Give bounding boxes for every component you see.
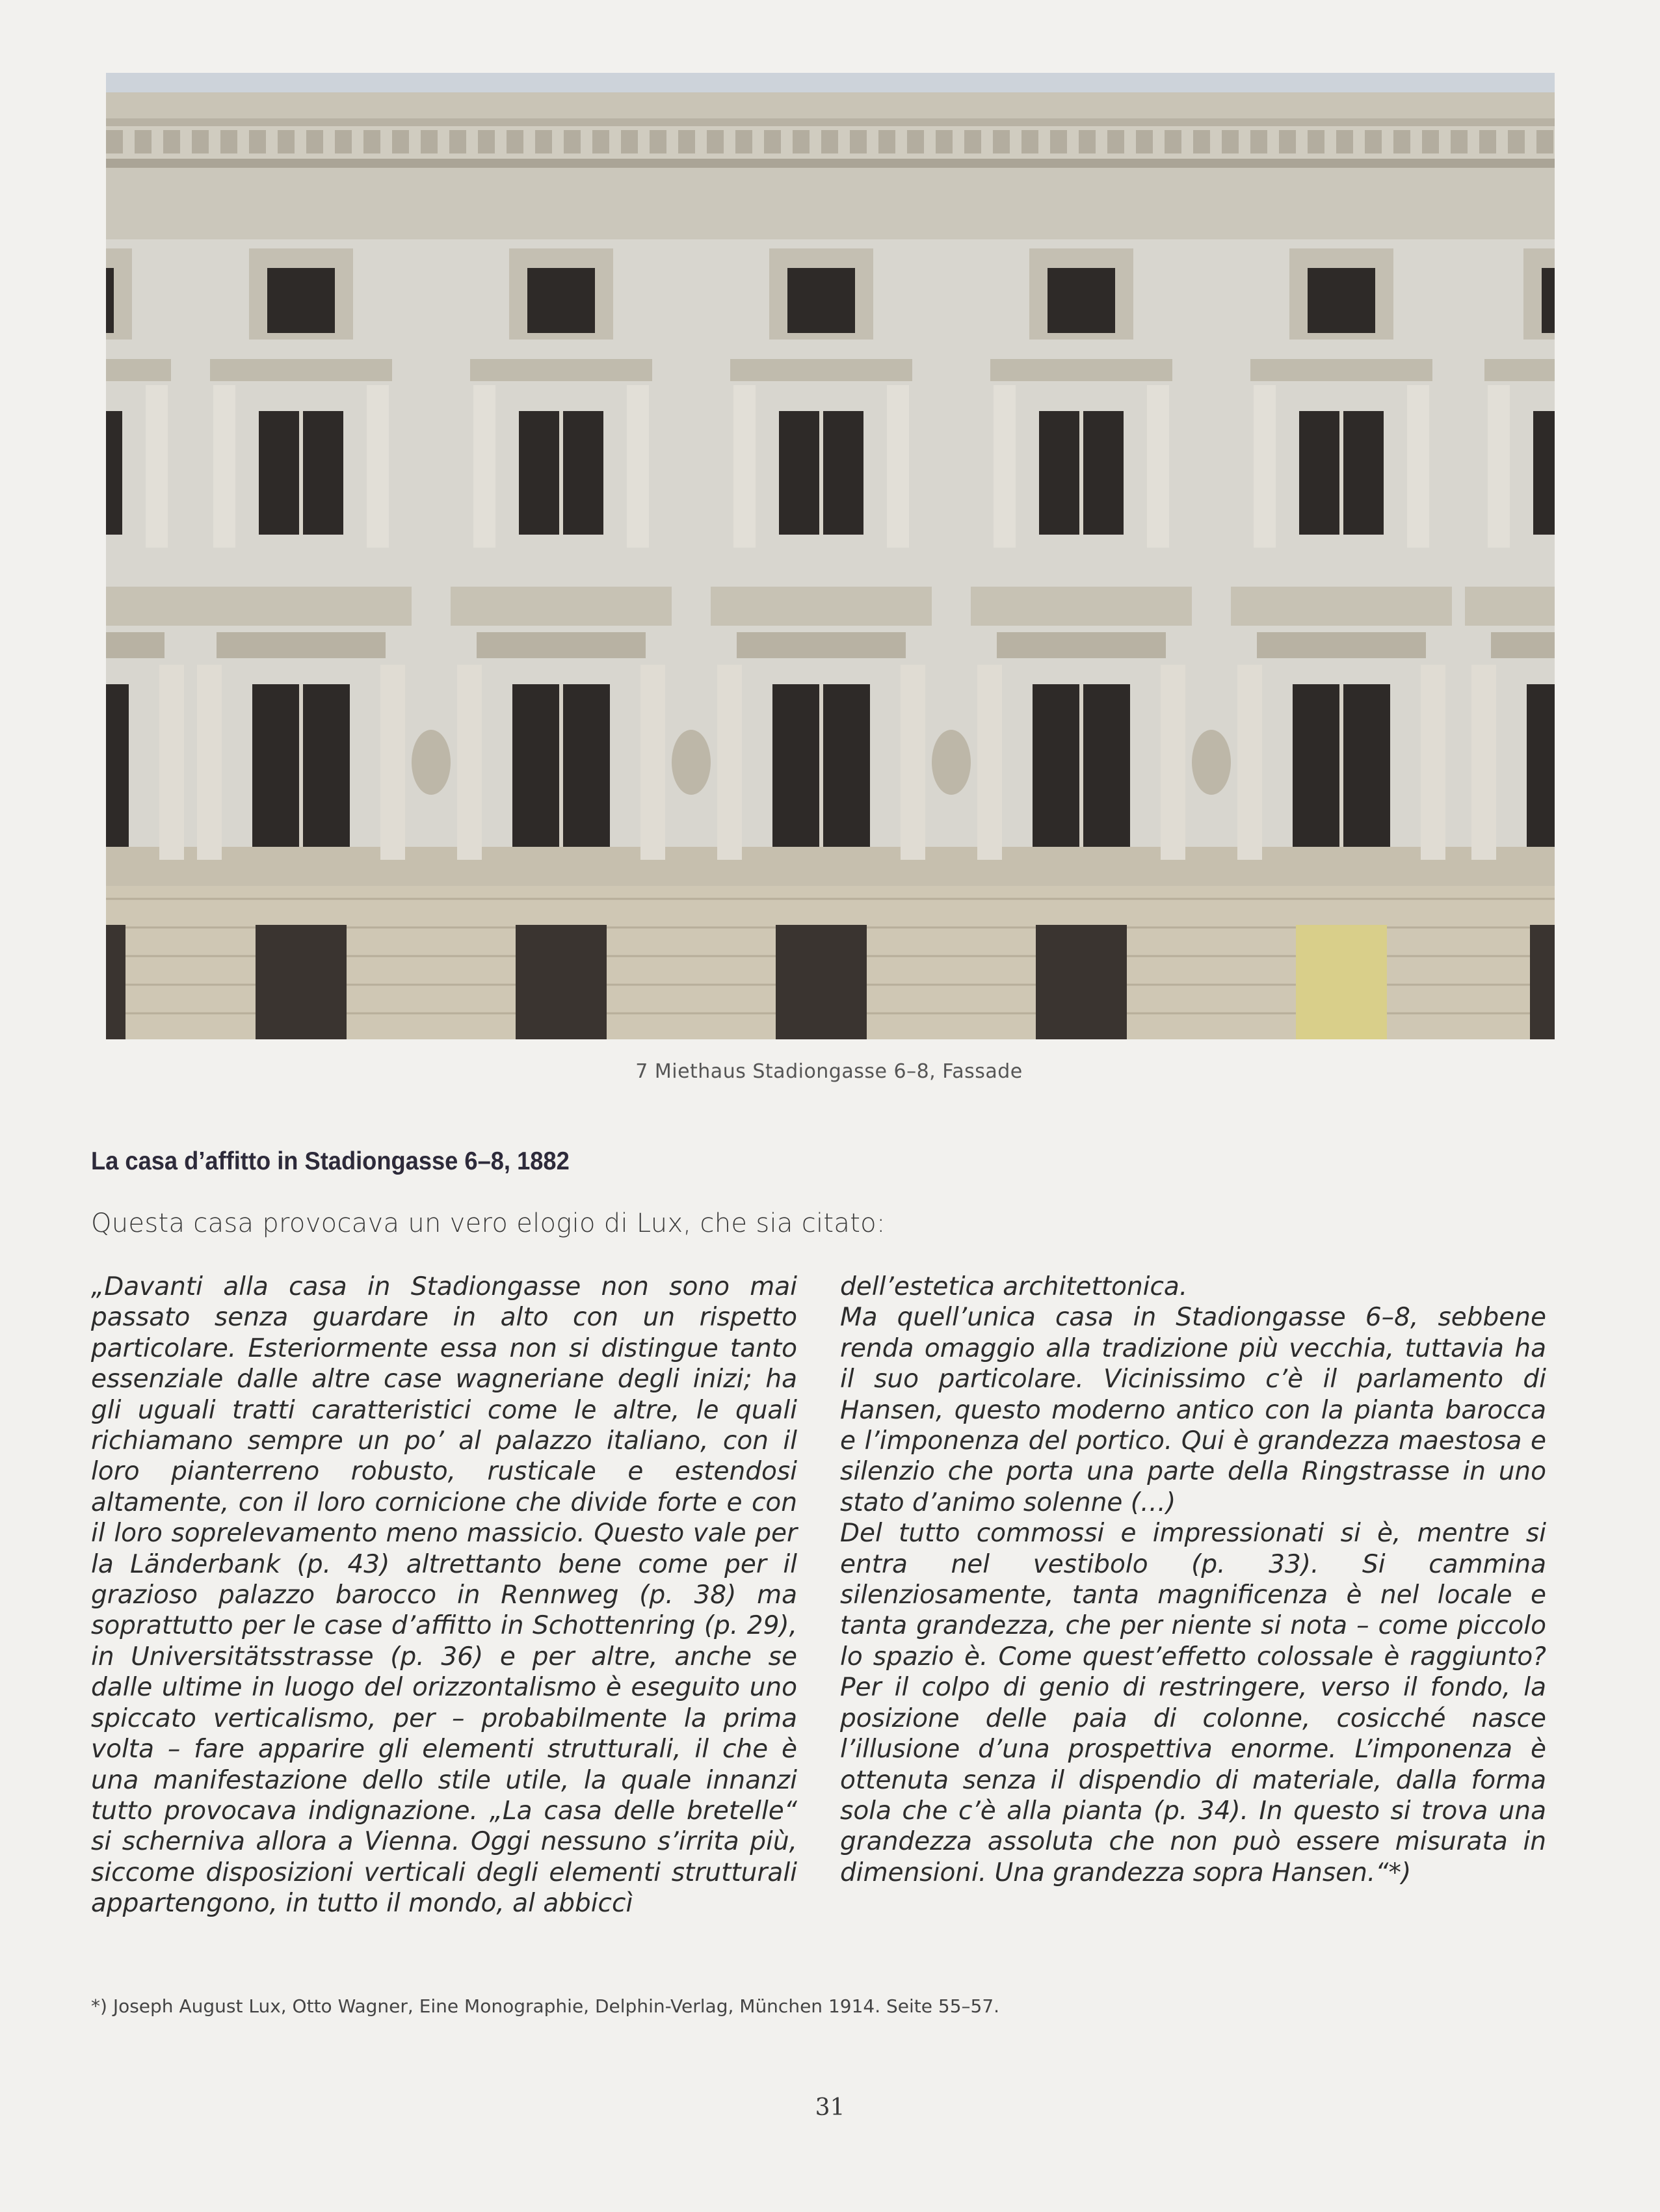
quote-paragraph: Del tutto commossi e impressionati si è, mentre si entra nel vestibolo (p. 33). Si cammina silenziosamente, tanta magnificenza è nel locale e tanta grandezza, che per niente si nota – come piccolo lo spazio è. Come quest’effetto colossale è raggiunto? Per il colpo di genio di restringere, verso il fondo, la posizione delle paia di colonne, cosicché nasce l’illusione d’una prospettiva enorme. L’imponenza è ottenuta senza il dispendio di materiale, dalla forma sola che c’è alla pianta (p. 34). In questo si trova una grandezza assoluta che non può essere misurata in dimensioni. Una grandezza sopra Hansen.“*) — [840, 1519, 1546, 1887]
figure-caption: 7 Miethaus Stadiongasse 6–8, Fassade — [635, 1060, 1023, 1083]
quote-paragraph: Ma quell’unica casa in Stadiongasse 6–8, sebbene renda omaggio alla tradizione più vecchia, tuttavia ha il suo particolare. Vicinissimo c’è il parlamento di Hansen, questo moderno antico con la pianta barocca e l’imponenza del portico. Qui è grandezza maestosa e silenzio che porta una parte della Ringstrasse in uno stato d’animo solenne (…) — [840, 1303, 1546, 1517]
page-number: 31 — [815, 2094, 845, 2121]
quote-paragraph: dell’estetica architettonica. — [840, 1272, 1188, 1301]
facade-illustration — [106, 73, 1555, 1039]
quote-paragraph: „Davanti alla casa in Stadiongasse non sono mai passato senza guardare in alto con un rispetto particolare. Esteriormente essa non si distingue tanto essenziale dalle altre case wagneriane degli inizi; ha gli uguali tratti caratteristici come le altre, le quali richiamano sempre un po’ al palazzo italiano, con il loro pianterreno robusto, rusticale e estendosi altamente, con il loro cornicione che divide forte e con il loro soprelevamento meno massicio. Questo vale per la Länderbank (p. 43) altrettanto bene come per il grazioso palazzo barocco in Rennweg (p. 38) ma soprattutto per le case d’affitto in Schottenring (p. 29), in Universitätsstrasse (p. 36) e per altre, anche se dalle ultime in luogo del orizzontalismo è eseguito uno spiccato verticalismo, per – probabilmente la prima volta – fare apparire gli elementi strutturali, il che è una manifestazione dello stile utile, la quale innanzi tutto provocava indignazione. „La casa delle bretelle“ si scherniva allora a Vienna. Oggi nessuno s’irrita più, siccome disposizioni verticali degli elementi strutturali appartengono, in tutto il mondo, al abbiccì — [91, 1272, 797, 1919]
section-heading: La casa d’affitto in Stadiongasse 6–8, 1882 — [91, 1147, 570, 1175]
quote-right-column — [840, 1272, 1546, 1888]
footnote: *) Joseph August Lux, Otto Wagner, Eine Monographie, Delphin-Verlag, München 1914. Seite 55–57. — [91, 1995, 1000, 2017]
quote-left-column — [91, 1272, 797, 1919]
facade-photo — [106, 73, 1555, 1039]
intro-text: Questa casa provocava un vero elogio di Lux, che sia citato: — [91, 1208, 886, 1238]
